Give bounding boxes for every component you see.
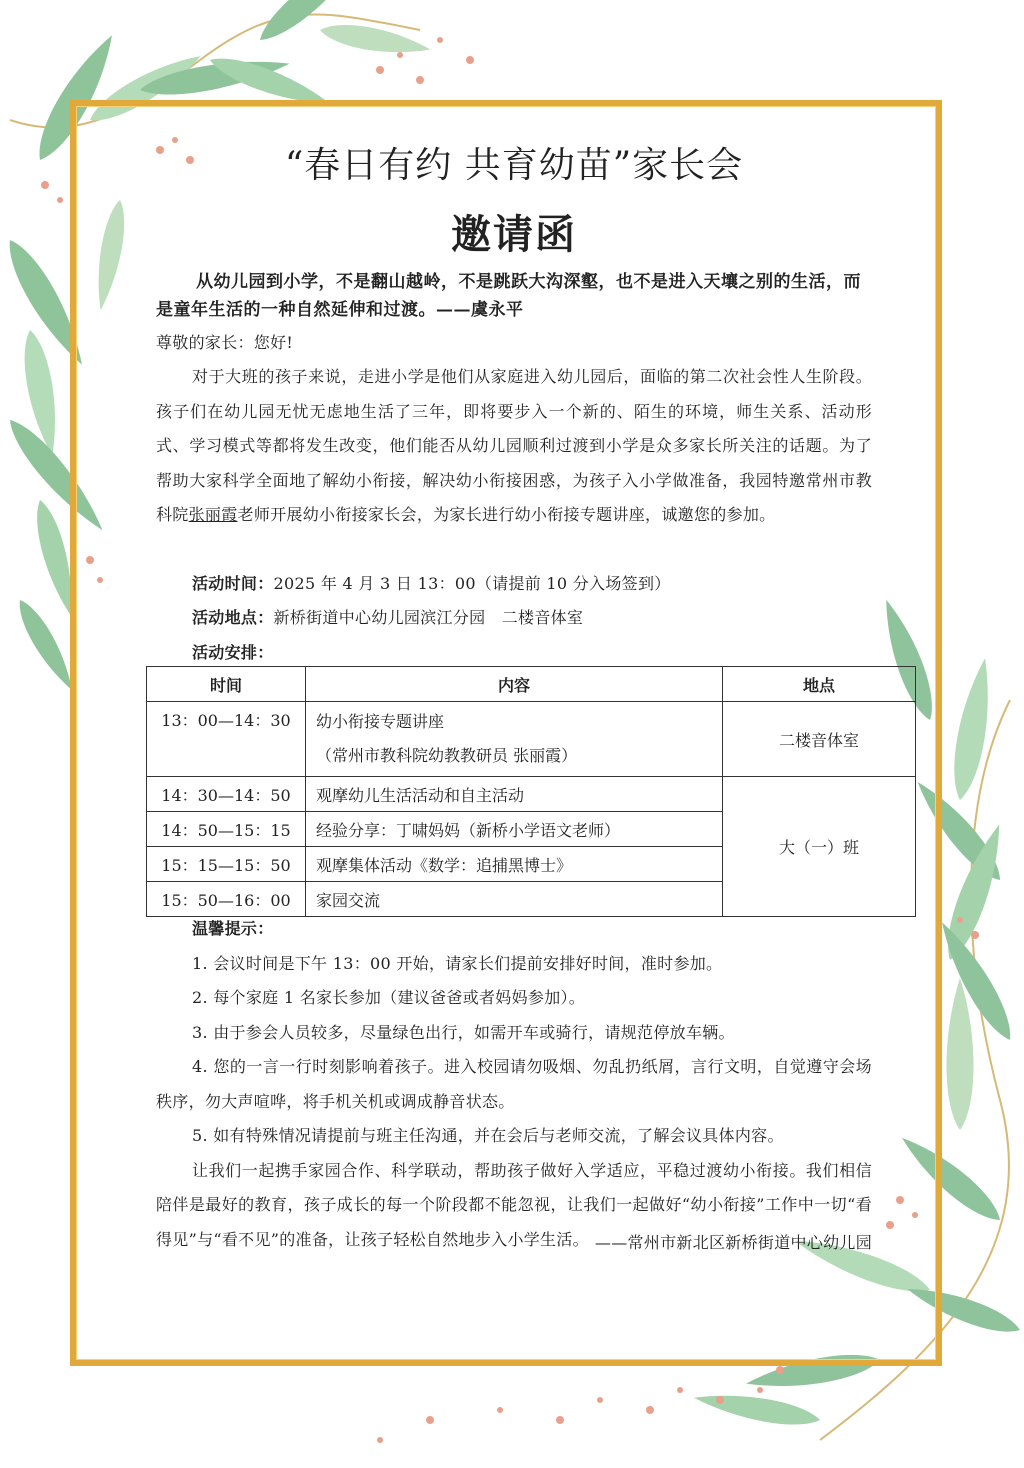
row-location: 二楼音体室	[723, 702, 916, 777]
tips-label: 温馨提示：	[192, 919, 274, 938]
header-location: 地点	[723, 667, 916, 702]
invitation-heading: 邀请函	[451, 211, 577, 258]
event-place-label: 活动地点：	[192, 608, 274, 627]
row-content: 经验分享：丁啸妈妈（新桥小学语文老师）	[306, 812, 723, 847]
table-row	[147, 777, 916, 812]
row-time: 14：30—14：50	[147, 777, 306, 812]
tip-item: 3. 由于参会人员较多，尽量绿色出行，如需开车或骑行，请规范停放车辆。	[192, 1022, 735, 1042]
row-content: 家园交流	[306, 882, 723, 917]
event-place	[192, 601, 583, 636]
event-time	[192, 567, 671, 602]
schedule-table	[146, 666, 916, 917]
row-location: 大（一）班	[723, 777, 916, 917]
row-content: 观摩幼儿生活活动和自主活动	[306, 777, 723, 812]
header-content: 内容	[306, 667, 723, 702]
speaker-name: 张丽霞	[188, 505, 238, 524]
event-time-value: 2025 年 4 月 3 日 13：00（请提前 10 分入场签到）	[273, 574, 671, 593]
row-content-line2: （常州市教科院幼教教研员 张丽霞）	[316, 746, 578, 765]
signature: ——常州市新北区新桥街道中心幼儿园	[594, 1233, 872, 1252]
table-row	[147, 702, 916, 777]
event-place-value: 新桥街道中心幼儿园滨江分园 二楼音体室	[273, 608, 584, 627]
event-time-label: 活动时间：	[192, 574, 274, 593]
tip-item: 4. 您的一言一行时刻影响着孩子。进入校园请勿吸烟、勿乱扔纸屑，言行文明，自觉遵守会场秩序，勿大声喧哗，将手机关机或调成静音状态。	[156, 1057, 872, 1111]
tip-item: 5. 如有特殊情况请提前与班主任沟通，并在会后与老师交流，了解会议具体内容。	[192, 1126, 784, 1145]
schedule-label-text: 活动安排：	[192, 643, 274, 662]
row-time: 15：50—16：00	[147, 882, 306, 917]
tip-item: 1. 会议时间是下午 13：00 开始，请家长们提前安排好时间，准时参加。	[192, 953, 723, 973]
intro-text-before: 对于大班的孩子来说，走进小学是他们从家庭进入幼儿园后，面临的第二次社会性人生阶段。孩子们在幼儿园无忧无虑地生活了三年，即将要步入一个新的、陌生的环境，师生关系、活动形式、学习模式等都将发生改变，他们能否从幼儿园顺利过渡到小学是众多家长所关注的话题。为了帮助大家科学全面地了解幼小衔接，解决幼小衔接困惑，为孩子入小学做准备，我园特邀常州市教科院	[156, 367, 872, 524]
table-header-row	[147, 667, 916, 702]
closing-paragraph: 让我们一起携手家园合作、科学联动，帮助孩子做好入学适应，平稳过渡幼小衔接。我们相信陪伴是最好的教育，孩子成长的每一个阶段都不能忽视，让我们一起做好“幼小衔接”工作中一切“看得见”与“看不见”的准备，让孩子轻松自然地步入小学生活。	[156, 1160, 872, 1249]
row-time: 15：15—15：50	[147, 847, 306, 882]
row-content-line1: 幼小衔接专题讲座	[316, 712, 445, 731]
intro-paragraph	[156, 360, 872, 533]
event-title: “春日有约 共育幼苗”家长会	[284, 145, 744, 186]
tip-item: 2. 每个家庭 1 名家长参加（建议爸爸或者妈妈参加）。	[192, 988, 586, 1007]
row-time: 13：00—14：30	[147, 702, 306, 777]
intro-text-after: 老师开展幼小衔接家长会，为家长进行幼小衔接专题讲座，诚邀您的参加。	[237, 505, 776, 524]
header-time: 时间	[147, 667, 306, 702]
row-content	[306, 702, 723, 777]
greeting: 尊敬的家长：您好!	[156, 333, 294, 352]
row-time: 14：50—15：15	[147, 812, 306, 847]
row-content: 观摩集体活动《数学：追捕黑博士》	[306, 847, 723, 882]
tips-section	[156, 912, 872, 1257]
quote-text: 从幼儿园到小学，不是翻山越岭，不是跳跃大沟深壑，也不是进入天壤之别的生活，而是童年生活的一种自然延伸和过渡。——虞永平	[156, 272, 861, 320]
